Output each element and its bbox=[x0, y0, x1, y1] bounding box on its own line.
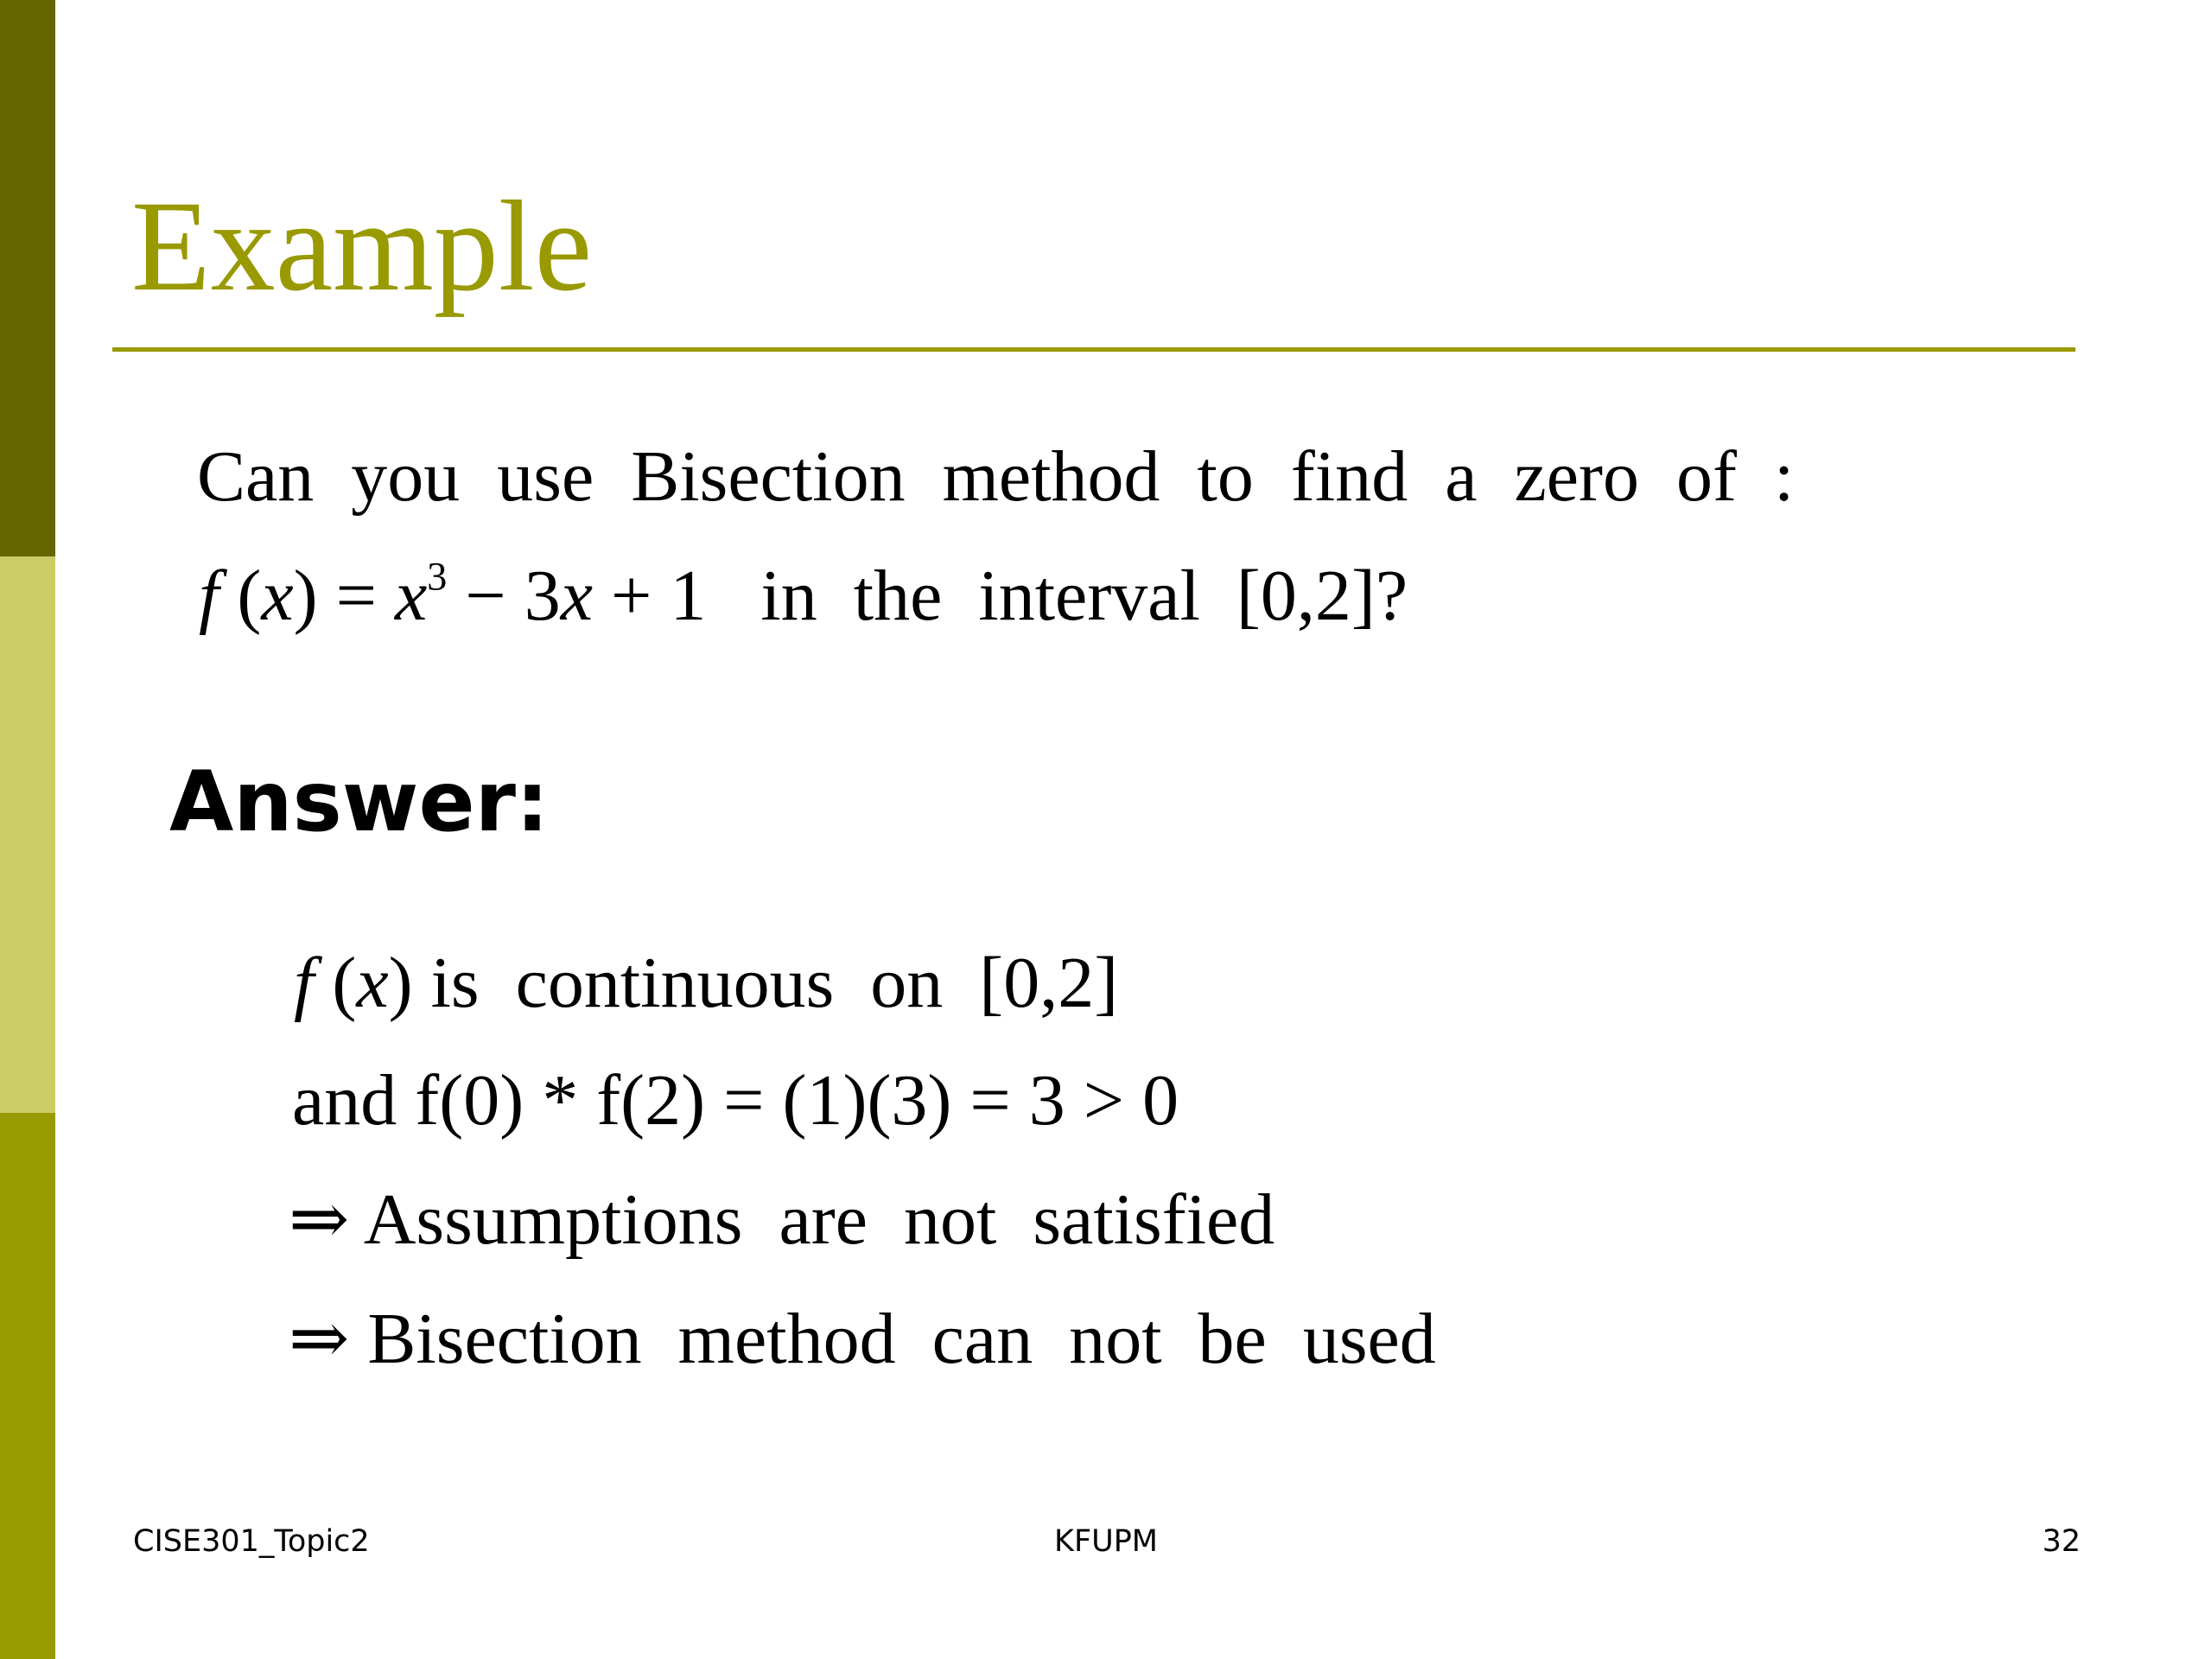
question-function bbox=[199, 554, 1408, 636]
paren-open: ( bbox=[219, 556, 262, 636]
function-symbol: f bbox=[199, 556, 219, 636]
interval-text: + 1 in the interval [0,2]? bbox=[593, 556, 1408, 636]
answer-line-product: and f(0) * f(2) = (1)(3) = 3 > 0 bbox=[292, 1060, 1179, 1141]
answer-line-assumptions: ⇒ Assumptions are not satisfied bbox=[289, 1179, 1275, 1260]
exponent: 3 bbox=[427, 554, 448, 599]
footer-course: CISE301_Topic2 bbox=[133, 1524, 370, 1559]
function-symbol: f bbox=[294, 943, 315, 1023]
footer-institution: KFUPM bbox=[1054, 1524, 1159, 1559]
side-bar-middle bbox=[0, 556, 55, 1113]
minus-part: − 3 bbox=[447, 556, 561, 636]
variable-x: x bbox=[394, 556, 428, 636]
side-bar-top bbox=[0, 0, 55, 556]
variable-x: x bbox=[261, 556, 294, 636]
answer-line-conclusion: ⇒ Bisection method can not be used bbox=[289, 1299, 1436, 1379]
slide-title: Example bbox=[131, 175, 593, 318]
variable-x: x bbox=[560, 556, 594, 636]
continuity-text: ) is continuous on [0,2] bbox=[388, 943, 1119, 1023]
title-underline bbox=[112, 347, 2075, 352]
answer-line-continuity bbox=[294, 943, 1119, 1023]
variable-x: x bbox=[356, 943, 389, 1023]
footer-page-number: 32 bbox=[2042, 1524, 2081, 1559]
question-text: Can you use Bisection method to find a zero of : bbox=[197, 436, 1795, 517]
paren-open: ( bbox=[314, 943, 357, 1023]
equals-part: ) = bbox=[293, 556, 395, 636]
answer-heading: Answer: bbox=[169, 753, 550, 850]
side-bar-bottom bbox=[0, 1113, 55, 1659]
